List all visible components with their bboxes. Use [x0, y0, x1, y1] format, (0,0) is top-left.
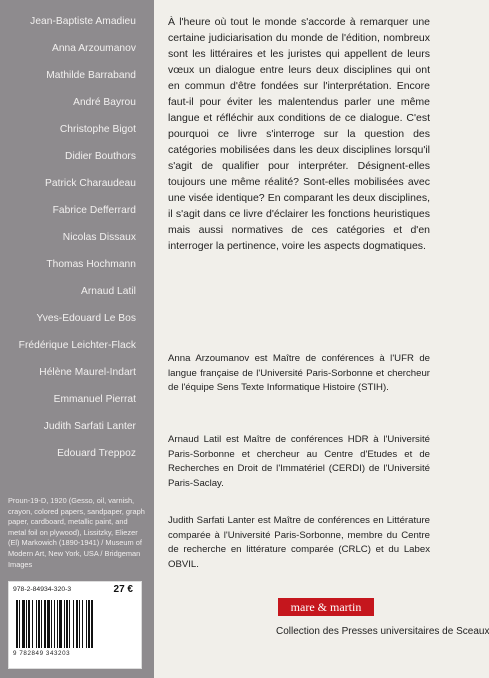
author-bio: Judith Sarfati Lanter est Maître de conférences en Littérature comparée à l'Université Paris-Sorbonne, membre du Centre de recherche en littérature comparée (CRLC) et du Labex OBVIL.	[168, 515, 430, 570]
author-name: André Bayrou	[73, 97, 136, 108]
author-name: Thomas Hochmann	[46, 259, 136, 270]
author-name: Jean-Baptiste Amadieu	[30, 16, 136, 27]
author-bio: Arnaud Latil est Maître de conférences HDR à l'Université Paris-Sorbonne et chercheur au Centre d'Etudes et de Recherches en Droit de l'Immatériel (CERDI) de l'Université Paris-Saclay.	[168, 434, 430, 489]
author-name: Mathilde Barraband	[46, 70, 136, 81]
barcode-icon	[15, 600, 135, 648]
author-name: Edouard Treppoz	[57, 448, 136, 459]
author-name: Yves-Edouard Le Bos	[36, 313, 136, 324]
author-name: Christophe Bigot	[59, 124, 136, 135]
barcode-label	[8, 581, 142, 669]
price: 27 €	[113, 584, 133, 595]
author-name: Hélène Maurel-Indart	[39, 367, 136, 378]
isbn: 978-2-84934-320-3	[13, 586, 72, 593]
back-cover-blurb: À l'heure où tout le monde s'accorde à remarquer une certaine judiciarisation du monde de l'édition, nombreux sont les littéraires et les juristes qui appellent de leurs vœux un dialogue entre leurs deux disciplines qui ont en commun d'être fondées sur l'interprétation. Encore faut-il pour éviter les malentendus parler une même langue et réfléchir aux conditions de ce dialogue. C'est pourquoi ce livre s'interroge sur la question des catégories mobilisées dans les deux disciplines lorsqu'il s'agit de qualifier pour interpréter. Désignent-elles toujours une même réalité? Sont-elles mobilisées avec une visée identique? En comparant les deux disciplines, il s'agit dans ce livre d'éclairer les fonctions heuristiques mais aussi normatives de ces catégories et d'en interroger la pertinence, voire les aspects dogmatiques.	[168, 16, 430, 252]
author-name: Frédérique Leichter-Flack	[18, 340, 136, 351]
author-name: Anna Arzoumanov	[51, 43, 136, 54]
author-name: Patrick Charaudeau	[45, 178, 136, 189]
author-name: Nicolas Dissaux	[62, 232, 136, 243]
cover-image-credit: Proun-19-D, 1920 (Gesso, oil, varnish, crayon, colored papers, sandpaper, graph paper, cardboard, metallic paint, and metal foil on plywood), Lissitzky, Eliezer (El) Markowich (1890-1941) / Museum of Modern Art, New York, USA / Bridgeman Images	[8, 496, 145, 569]
author-name: Judith Sarfati Lanter	[43, 421, 136, 432]
author-name: Arnaud Latil	[81, 286, 136, 297]
author-sidebar	[0, 0, 154, 678]
author-name: Didier Bouthors	[65, 151, 136, 162]
publisher-logo: mare & martin	[278, 598, 374, 616]
author-bio: Anna Arzoumanov est Maître de conférences à l'UFR de langue française de l'Université Paris-Sorbonne et chercheur de l'équipe Sens Texte Informatique Histoire (STIH).	[168, 353, 430, 393]
author-name: Emmanuel Pierrat	[53, 394, 136, 405]
barcode-digits: 9 782849 343203	[13, 650, 71, 657]
collection-name: Collection des Presses universitaires de Sceaux	[276, 626, 489, 637]
author-name: Fabrice Defferrard	[52, 205, 136, 216]
